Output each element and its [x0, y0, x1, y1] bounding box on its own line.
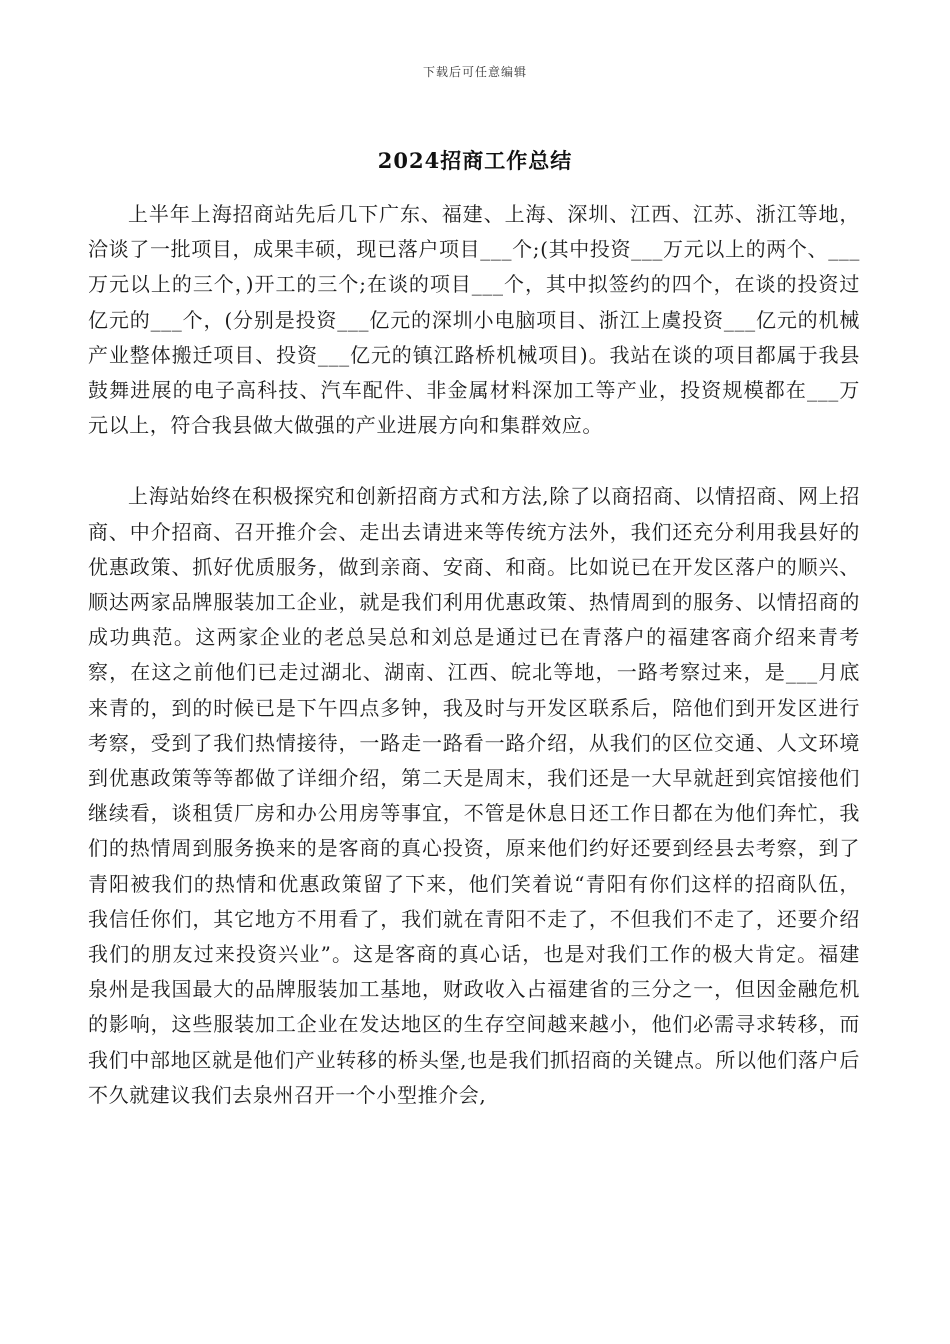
- document-body: [88, 197, 860, 1113]
- paragraph: 上半年上海招商站先后几下广东、福建、上海、深圳、江西、江苏、浙江等地，洽谈了一批项目，成果丰硕，现已落户项目___个;(其中投资___万元以上的两个、___万元以上的三个，)开工的三个;在谈的项目___个，其中拟签约的四个，在谈的投资过亿元的___个，(分别是投资___亿元的深圳小电脑项目、浙江上虞投资___亿元的机械产业整体搬迁项目、投资___亿元的镇江路桥机械项目)。我站在谈的项目都属于我县鼓舞进展的电子高科技、汽车配件、非金属材料深加工等产业，投资规模都在___万元以上，符合我县做大做强的产业进展方向和集群效应。: [88, 202, 860, 438]
- page-title: 2024招商工作总结: [377, 148, 573, 173]
- download-note: 下载后可任意编辑: [422, 65, 527, 79]
- paragraph: 上海站始终在积极探究和创新招商方式和方法,除了以商招商、以情招商、网上招商、中介招商、召开推介会、走出去请进来等传统方法外，我们还充分利用我县好的优惠政策、抓好优质服务，做到亲商、安商、和商。比如说已在开发区落户的顺兴、顺达两家品牌服装加工企业，就是我们利用优惠政策、热情周到的服务、以情招商的成功典范。这两家企业的老总吴总和刘总是通过已在青落户的福建客商介绍来青考察，在这之前他们已走过湖北、湖南、江西、皖北等地，一路考察过来，是___月底来青的，到的时候已是下午四点多钟，我及时与开发区联系后，陪他们到开发区进行考察，受到了我们热情接待，一路走一路看一路介绍，从我们的区位交通、人文环境到优惠政策等等都做了详细介绍，第二天是周末，我们还是一大早就赶到宾馆接他们继续看，谈租赁厂房和办公用房等事宜，不管是休息日还工作日都在为他们奔忙，我们的热情周到服务换来的是客商的真心投资，原来他们约好还要到经县去考察，到了青阳被我们的热情和优惠政策留了下来，他们笑着说“青阳有你们这样的招商队伍，我信任你们，其它地方不用看了，我们就在青阳不走了，不但我们不走了，还要介绍我们的朋友过来投资兴业”。这是客商的真心话，也是对我们工作的极大肯定。福建泉州是我国最大的品牌服装加工基地，财政收入占福建省的三分之一，但因金融危机的影响，这些服装加工企业在发达地区的生存空间越来越小，他们必需寻求转移，而我们中部地区就是他们产业转移的桥头堡,也是我们抓招商的关键点。所以他们落户后不久就建议我们去泉州召开一个小型推介会,: [88, 484, 860, 1107]
